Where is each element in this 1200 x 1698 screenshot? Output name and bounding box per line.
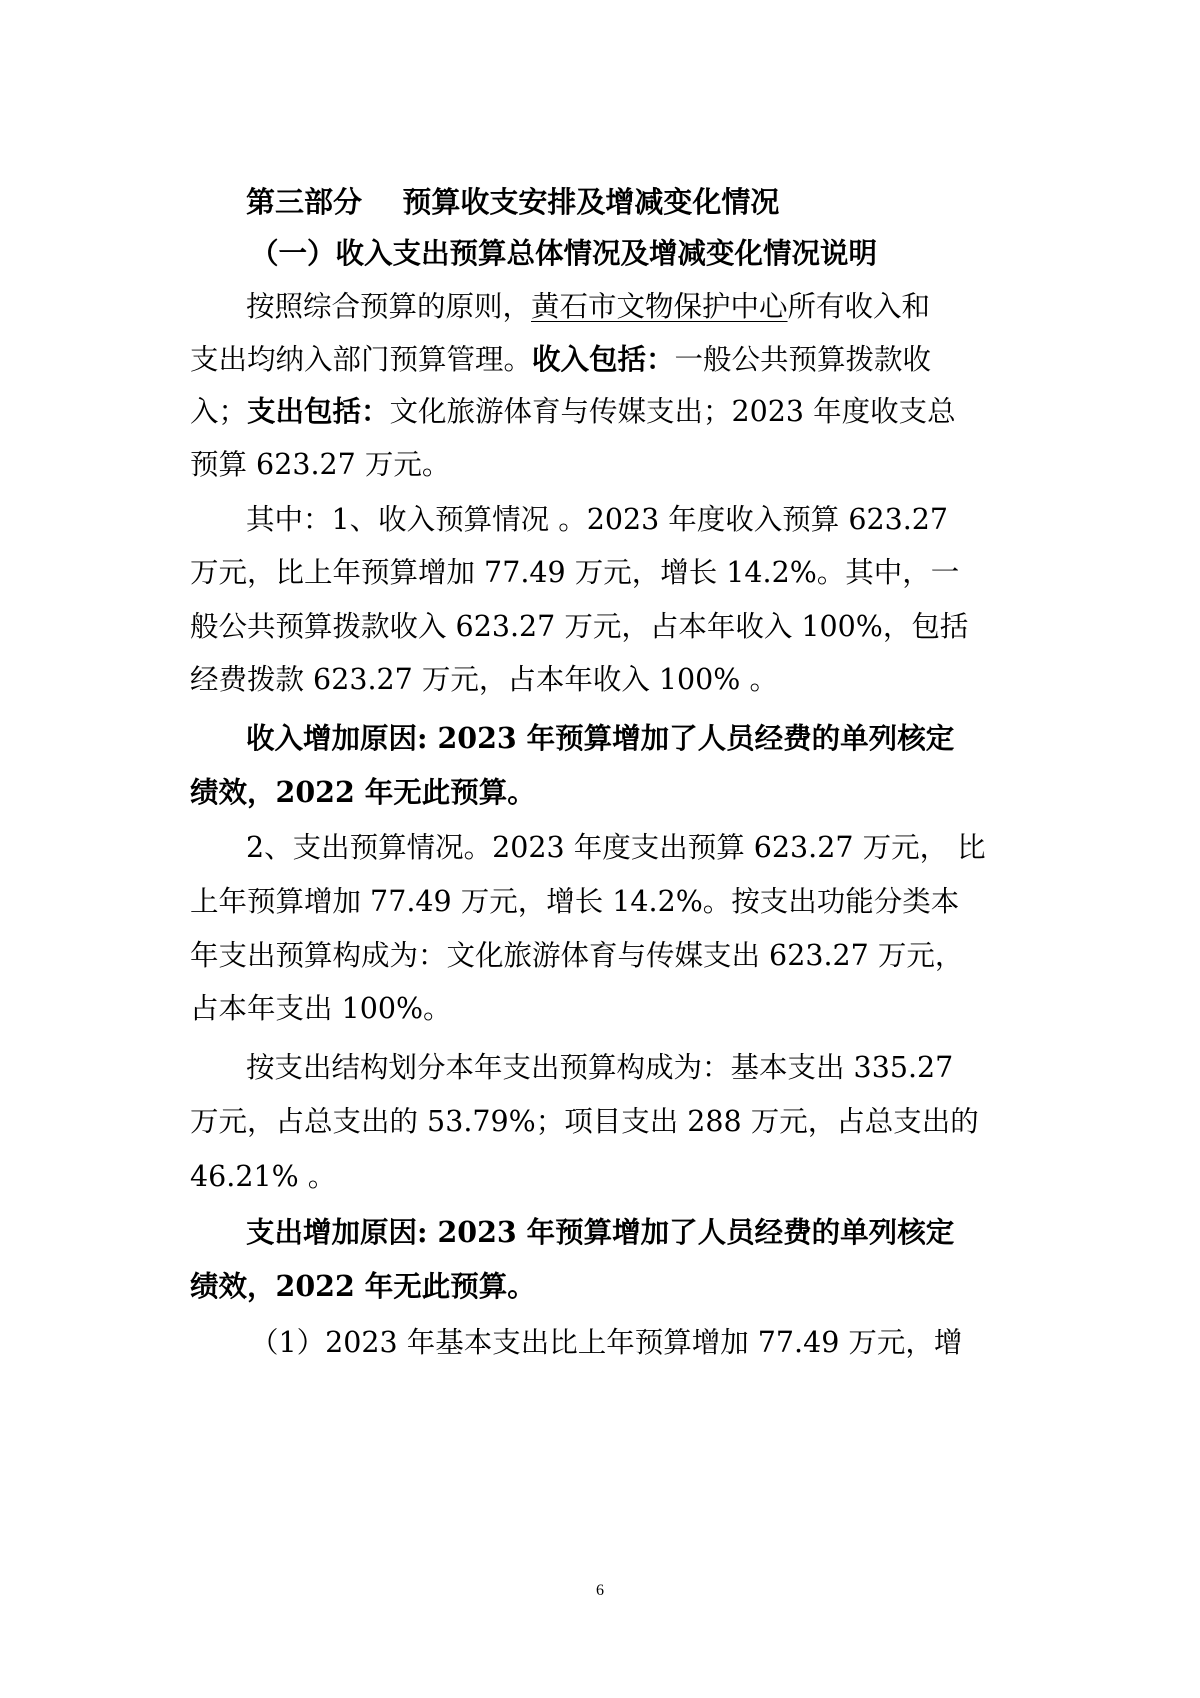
para7-line1: （1）2023 年基本支出比上年预算增加 77.49 万元，增 xyxy=(250,1326,963,1359)
organization-name: 黄石市文物保护中心 xyxy=(531,290,788,323)
para3-line2: 绩效，2022 年无此预算。 xyxy=(190,775,536,809)
para2-line3: 般公共预算拨款收入 623.27 万元，占本年收入 100%，包括 xyxy=(190,610,969,643)
para1-line2: 支出均纳入部门预算管理。收入包括：一般公共预算拨款收 xyxy=(190,342,932,376)
part-heading xyxy=(246,182,806,222)
para4-line4: 占本年支出 100%。 xyxy=(190,992,452,1025)
para2-line2: 万元，比上年预算增加 77.49 万元，增长 14.2%。其中，一 xyxy=(190,556,960,589)
para6-line1: 支出增加原因: 2023 年预算增加了人员经费的单列核定 xyxy=(246,1215,955,1249)
para4-line1: 2、支出预算情况。2023 年度支出预算 623.27 万元， 比 xyxy=(246,831,986,864)
part-title: 预算收支安排及增减变化情况 xyxy=(402,185,780,219)
income-includes-label: 收入包括： xyxy=(532,342,675,376)
para4-line3: 年支出预算构成为：文化旅游体育与传媒支出 623.27 万元， xyxy=(190,939,964,972)
para1-line1: 按照综合预算的原则，黄石市文物保护中心所有收入和 xyxy=(246,290,931,323)
para6-line2: 绩效，2022 年无此预算。 xyxy=(190,1269,536,1303)
para4-line2: 上年预算增加 77.49 万元，增长 14.2%。按支出功能分类本 xyxy=(190,885,960,918)
section-title: （一）收入支出预算总体情况及增减变化情况说明 xyxy=(250,237,878,270)
para5-line2: 万元，占总支出的 53.79%；项目支出 288 万元，占总支出的 xyxy=(190,1105,979,1138)
para2-line4: 经费拨款 623.27 万元，占本年收入 100% 。 xyxy=(190,663,778,696)
page-number: 6 xyxy=(596,1582,604,1599)
para1-line4: 预算 623.27 万元。 xyxy=(190,448,451,481)
expense-includes-label: 支出包括： xyxy=(247,394,390,428)
para1-line3: 入；支出包括：文化旅游体育与传媒支出；2023 年度收支总 xyxy=(190,394,956,428)
para5-line1: 按支出结构划分本年支出预算构成为：基本支出 335.27 xyxy=(246,1051,954,1084)
para3-line1: 收入增加原因: 2023 年预算增加了人员经费的单列核定 xyxy=(246,721,955,755)
part-label: 第三部分 xyxy=(246,185,363,219)
para2-line1: 其中：1、收入预算情况 。2023 年度收入预算 623.27 xyxy=(246,503,949,536)
para5-line3: 46.21% 。 xyxy=(190,1160,337,1193)
